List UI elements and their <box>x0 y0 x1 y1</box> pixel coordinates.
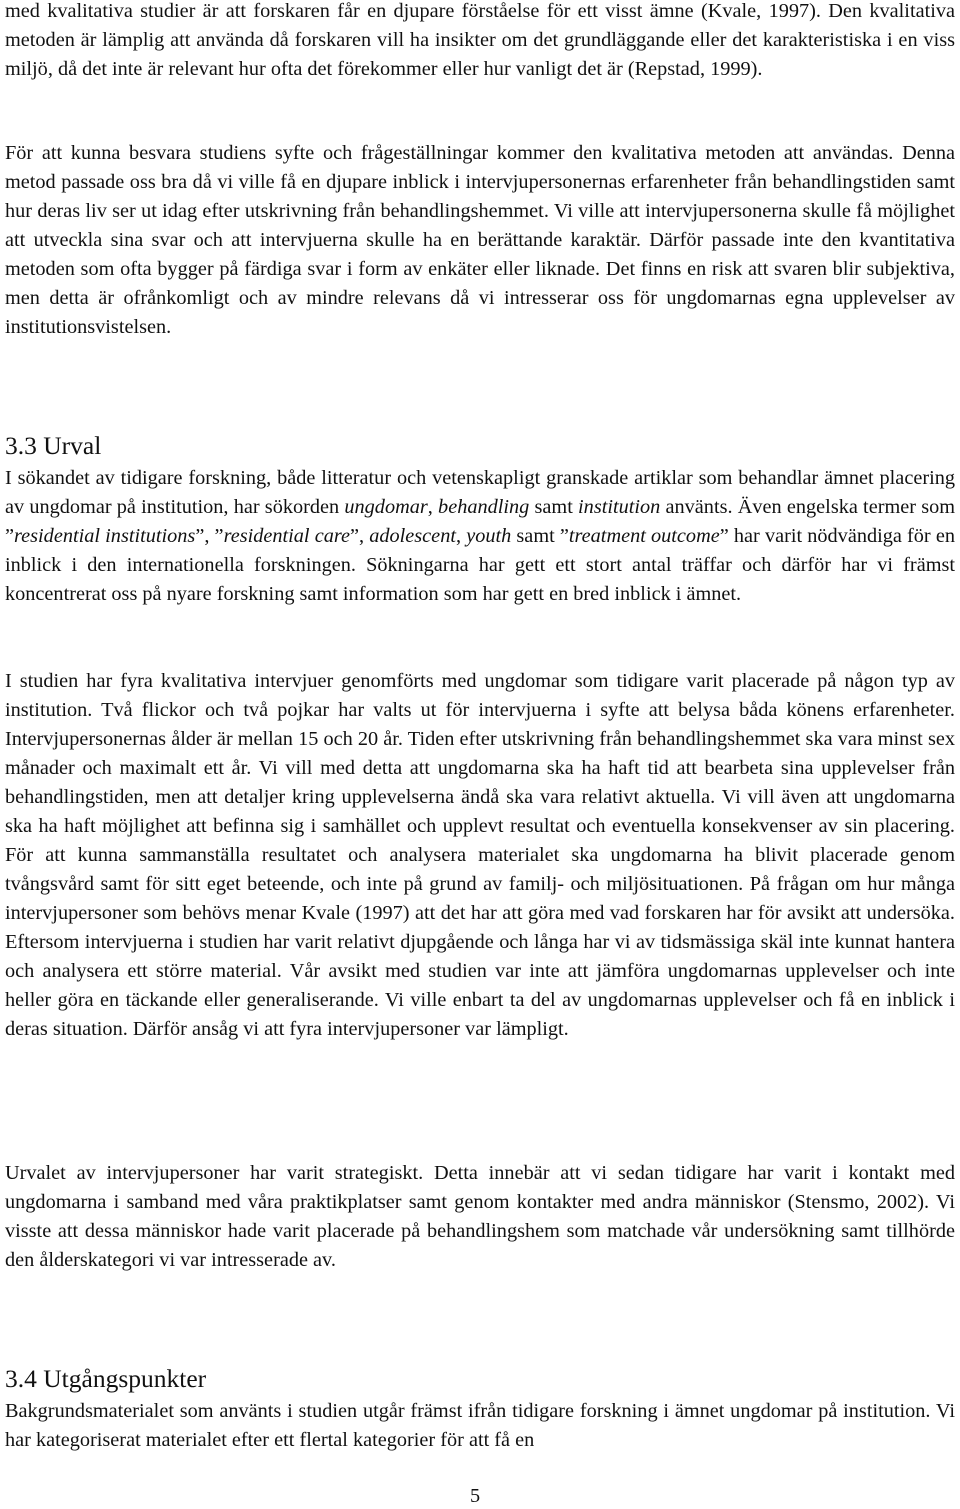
paragraph-background-material: Bakgrundsmaterialet som använts i studien utgår främst ifrån tidigare forskning i ämnet ungdomar på institution. Vi har kategoriserat materialet efter ett flertal kategorier för att få en <box>5 1400 955 1451</box>
text-run: , <box>455 525 467 547</box>
italic-term: ungdomar <box>344 496 428 518</box>
paragraph-interviews: I studien har fyra kvalitativa intervjuer genomförts med ungdomar som tidigare varit placerade på någon typ av institution. Två flickor och två pojkar har valts ut för intervjuerna i syfte att belysa båda könens erfarenheter. Intervjupersonernas ålder är mellan 15 och 20 år. Tiden efter utskrivning från behandlingshemmet ska vara minst sex månader och maximalt ett år. Vi vill med detta att ungdomarna ska ha haft tid att bearbeta sina upplevelser från behandlingstiden, men att detaljer kring upplevelserna ändå ska vara relativt aktuella. Vi vill även att ungdomarna ska ha haft möjlighet att befinna sig i samhället och upplevt resultat och eventuella konsekvenser av sin placering. För att kunna sammanställa resultatet och analysera materialet ska ungdomarna ha blivit placerade genom tvångsvård samt för sitt eget beteende, och inte på grund av familj- och miljösituationen. På frågan om hur många intervjupersoner som behövs menar Kvale (1997) att det har att göra med vad forskaren har för avsikt att undersöka. Eftersom intervjuerna i studien har varit relativt djupgående och långa har vi av tidsmässiga skäl inte kunnat hantera och analysera ett större material. Vår avsikt med studien var inte att jämföra ungdomarnas upplevelser och inte heller göra en täckande eller generaliserande. Vi ville enbart ta del av ungdomarnas upplevelser och få en inblick i deras situation. Därför ansåg vi att fyra intervjupersoner var lämpligt. <box>5 670 955 1040</box>
page-number: 5 <box>470 1485 481 1507</box>
text-run: samt ” <box>511 525 569 547</box>
text-run: ” har varit nödvändiga för en inblick i den internationella forskningen. Sökningarna har gett ett stort antal träffar och därför har vi främst koncentrerat oss på nyare forskning samt information som har gett en bred inblick i ämnet. <box>5 525 955 605</box>
paragraph-strategic-selection: Urvalet av intervjupersoner har varit strategiskt. Detta innebär att vi sedan tidigare har varit i kontakt med ungdomarna i samband med våra praktikplatser samt genom kontakter med andra människor (Stensmo, 2002). Vi visste att dessa människor hade varit placerade på behandlingshem som matchade vår undersökning samt tillhörde den ålderskategori vi var intresserade av. <box>5 1162 955 1271</box>
italic-term: youth <box>466 525 512 547</box>
text-run: använts. Även engelska termer som ” <box>5 496 955 547</box>
paragraph-search-terms <box>5 464 955 609</box>
paragraph-method-choice: För att kunna besvara studiens syfte och frågeställningar kommer den kvalitativa metoden att användas. Denna metod passade oss bra då vi ville få en djupare inblick i intervjupersonernas erfarenheter från behandlingstiden samt hur deras liv ser ut idag efter utskrivning från behandlingshemmet. Vi ville att intervjupersonerna skulle få möjlighet att utveckla sina svar och att intervjuerna skulle ha en berättande karaktär. Därför passade inte den kvantitativa metoden som ofta bygger på färdiga svar i form av enkäter eller liknade. Det finns en risk att svaren blir subjektiva, men detta är ofrånkomligt och av mindre relevans då vi intresserar oss för ungdomarnas egna upplevelser av institutionsvistelsen. <box>5 142 955 338</box>
italic-term: residential care <box>223 525 350 547</box>
section-heading-utgangspunkter: 3.4 Utgångspunkter <box>5 1364 207 1393</box>
italic-term: institution <box>578 496 661 518</box>
text-run: I sökandet av tidigare forskning, både litteratur och vetenskapligt granskade artiklar som behandlar ämnet placering av ungdomar på institution, har sökorden <box>5 467 955 518</box>
italic-term: treatment outcome <box>568 525 720 547</box>
italic-term: residential institutions <box>14 525 196 547</box>
text-run: ”, <box>350 525 370 547</box>
text-run: ”, ” <box>195 525 224 547</box>
paragraph-method-intro: med kvalitativa studier är att forskaren får en djupare förståelse för ett visst ämne (Kvale, 1997). Den kvalitativa metoden är lämplig att använda då forskaren vill ha insikter om det grundläggande eller det karakteristiska i en viss miljö, då det inte är relevant hur ofta det förekommer eller hur vanligt det är (Repstad, 1999). <box>5 0 955 80</box>
italic-term: behandling <box>438 496 530 518</box>
text-run: samt <box>529 496 579 518</box>
text-run: , <box>427 496 439 518</box>
italic-term: adolescent <box>369 525 456 547</box>
section-heading-urval: 3.3 Urval <box>5 431 102 460</box>
